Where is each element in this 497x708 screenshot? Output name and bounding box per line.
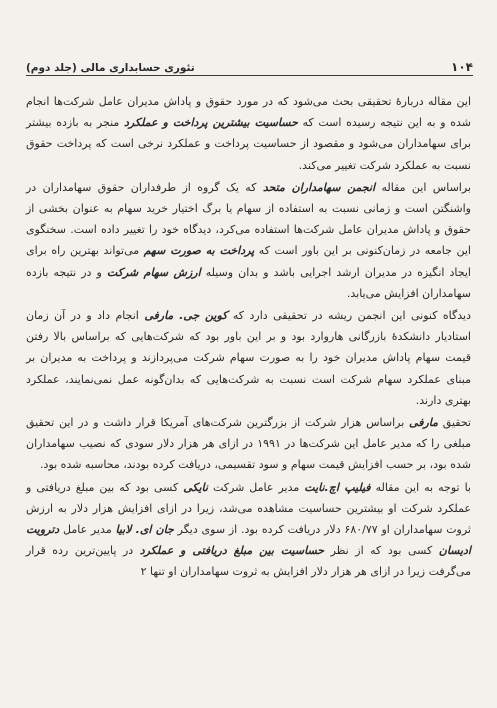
highlighted-term: حساسیت بیشترین پرداخت و عملکرد [123,116,298,130]
text-run: با توجه به این مقاله [370,480,471,494]
running-header [26,52,473,74]
text-run: کسی بود که از نظر [324,544,439,558]
paragraph-1 [26,91,471,176]
text-run: در پایین‌ترین رده قرار می‌گرفت زیرا در ازای هر هزار دلار افزایش به ثروت سهامداران او تنها ۲ [26,544,471,579]
paragraph-5 [26,477,471,583]
highlighted-term: پرداخت به صورت سهم [143,244,255,258]
text-run: و در نتیجه بازده سهامداران افزایش می‌یابد. [26,265,471,300]
paragraph-3 [26,305,471,411]
text-run: که یک گروه از طرفداران حقوق سهامداران در واشنگتن است و زمانی نسبت به استفاده از سهام یا برگ اختیار خرید سهام به عنوان بخشی از حقوق و پاداش مدیران عامل شرکت‌ها استفاده می‌کرد، دیدگاه خود را تغییر داده است. سخنگوی این جامعه در زمان‌کنونی بر این باور است که [26,180,471,258]
text-run: مدیر عامل [59,523,116,537]
highlighted-term: دترویت ادیسان [26,523,471,558]
highlighted-term: فیلیپ اچ.نایت [304,480,371,494]
text-run: براساس این مقاله [375,180,471,194]
highlighted-term: انجمن سهامداران متحد [262,180,376,194]
highlighted-term: ارزش سهام شرکت [106,265,201,279]
text-run: تحقیق [438,416,471,430]
page-number: ۱۰۴ [451,60,473,74]
paragraph-2 [26,177,471,304]
highlighted-term: کوین جی. مارفی [144,309,228,323]
header-rule [26,75,473,76]
body-text [26,90,471,583]
text-run: انجام داد و در آن زمان استادیار دانشکدهٔ بازرگانی هاروارد بود و بر این باور بود که شرکت‌هایی که براساس بالا رفتن قیمت سهام پاداش مدیران خود را به صورت سهام شرکت می‌پردازند و پرداخت به مدیران بر مبنای عملکرد سهام شرکت است نسبت به شرکت‌هایی که بدان‌گونه عمل نمی‌نمایند، عملکرد بهتری دارند. [26,309,471,407]
paragraph-4 [26,412,471,476]
highlighted-term: مارفی [409,416,439,430]
text-run: منجر به بازده بیشتر برای سهامداران می‌شود و مقصود از حساسیت پرداخت و عملکرد نرخی است که پرداخت حقوق نسبت به عملکرد شرکت تغییر می‌کند. [26,116,471,172]
highlighted-term: نایکی [183,480,208,494]
highlighted-term: حساسیت بین مبلغ دریافتی و عملکرد [139,544,325,558]
book-title: تئوری حسابداری مالی (جلد دوم) [26,62,195,74]
text-run: کسی بود که بین مبلغ دریافتی و عملکرد شرکت او بیشترین حساسیت مشاهده می‌شد، زیرا در ازای افزایش هزار دلار به ارزش ثروت سهامداران او ۶۸۰/۷۷ دلار دریافت کرده بود. از سوی دیگر [26,480,471,537]
text-run: دیدگاه کنونی این انجمن ریشه در تحقیقی دارد که [227,309,471,323]
text-run: این مقاله دربارهٔ تحقیقی بحث می‌شود که در مورد حقوق و پاداش مدیران عامل شرکت‌ها انجام شده و به این نتیجه رسیده است که [26,95,472,130]
highlighted-term: جان ای. لابیا [115,523,174,537]
text-run: می‌تواند بهترین راه برای ایجاد انگیزه در مدیران ارشد اجرایی باشد و بدان وسیله [26,244,471,279]
text-run: براساس هزار شرکت از بزرگترین شرکت‌های آمریکا قرار داشت و در این تحقیق مبلغی را که مدیر عامل این شرکت‌ها در ۱۹۹۱ در ازای هر هزار دلار سودی که نصیب سهامداران شده بود، بر حسب افزایش قیمت سهام و سود تقسیمی، دریافت کرده بودند، محاسبه شده بود. [26,416,471,472]
text-run: مدیر عامل شرکت [207,480,305,494]
